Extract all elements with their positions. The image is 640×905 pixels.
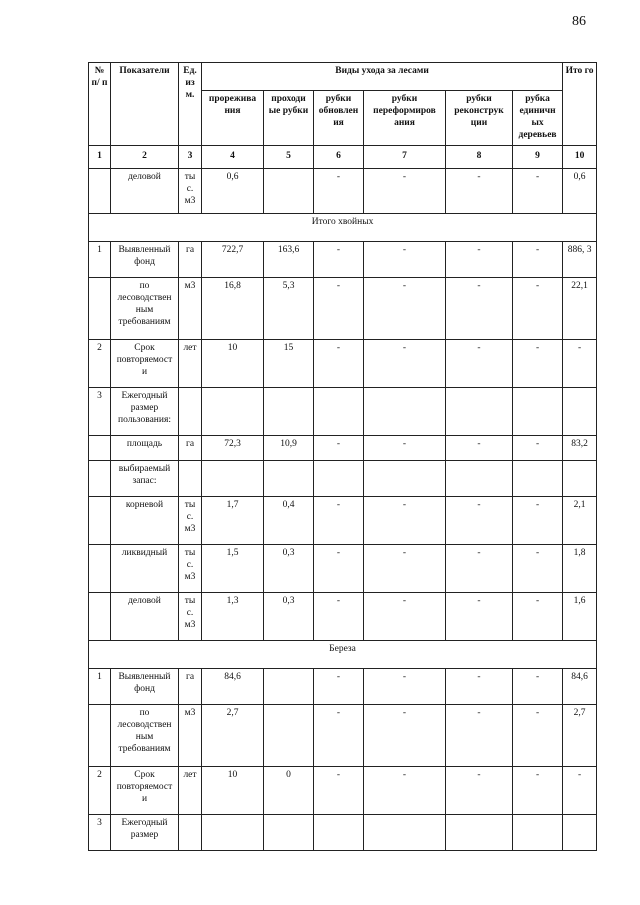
header-col-unit: Ед. из м. (179, 63, 202, 146)
table-cell: - (513, 766, 563, 814)
table-cell: 2 (89, 339, 111, 387)
table-cell: 1,3 (202, 592, 264, 640)
table-cell (513, 460, 563, 496)
table-row (89, 668, 597, 704)
table-cell: - (513, 168, 563, 213)
table-cell: - (364, 496, 446, 544)
table-cell: деловой (111, 168, 179, 213)
table-cell: м3 (179, 277, 202, 339)
table-cell (202, 387, 264, 435)
table-cell: площадь (111, 435, 179, 460)
table-cell: 1,8 (563, 544, 597, 592)
table-cell: 1,6 (563, 592, 597, 640)
table-cell: - (446, 766, 513, 814)
table-cell: Выявленный фонд (111, 668, 179, 704)
section-row (89, 640, 597, 668)
table-cell: по лесоводствен ным требованиям (111, 704, 179, 766)
header-type-cell: рубки реконструк ции (446, 91, 513, 146)
table-cell: - (513, 704, 563, 766)
table-cell: Срок повторяемост и (111, 766, 179, 814)
table-row (89, 544, 597, 592)
table-row (89, 766, 597, 814)
header-group-title: Виды ухода за лесами (202, 63, 563, 91)
column-number-cell: 3 (179, 146, 202, 169)
table-cell (264, 668, 314, 704)
table-row (89, 704, 597, 766)
table-cell: 3 (89, 387, 111, 435)
forest-care-table (88, 62, 597, 851)
table-cell: - (364, 241, 446, 277)
table-cell: Срок повторяемост и (111, 339, 179, 387)
table-cell (563, 814, 597, 850)
header-col-indicator: Показатели (111, 63, 179, 146)
table-cell: - (314, 435, 364, 460)
header-row-1 (89, 63, 597, 91)
table-cell: 83,2 (563, 435, 597, 460)
table-cell: - (364, 704, 446, 766)
table-cell: - (446, 339, 513, 387)
table-cell: - (314, 704, 364, 766)
table-cell: Ежегодный размер (111, 814, 179, 850)
table-cell: - (513, 277, 563, 339)
table-cell: 1 (89, 668, 111, 704)
table-row (89, 241, 597, 277)
table-cell: - (446, 435, 513, 460)
table-cell: выбираемый запас: (111, 460, 179, 496)
column-number-cell: 6 (314, 146, 364, 169)
table-cell: - (513, 496, 563, 544)
header-col-num: № п/ п (89, 63, 111, 146)
table-cell (446, 387, 513, 435)
table-cell (364, 387, 446, 435)
table-cell (89, 168, 111, 213)
table-cell (89, 277, 111, 339)
column-number-cell: 2 (111, 146, 179, 169)
table-row (89, 168, 597, 213)
table-cell: 84,6 (202, 668, 264, 704)
table-cell: 15 (264, 339, 314, 387)
column-number-cell: 4 (202, 146, 264, 169)
table-cell: - (364, 435, 446, 460)
table-cell (314, 460, 364, 496)
table-cell: га (179, 435, 202, 460)
table-cell: ты с. м3 (179, 544, 202, 592)
table-cell: 10 (202, 339, 264, 387)
table-cell: - (446, 704, 513, 766)
column-number-cell: 8 (446, 146, 513, 169)
table-row (89, 496, 597, 544)
table-row (89, 435, 597, 460)
table-cell: 0,6 (563, 168, 597, 213)
table-cell: - (314, 168, 364, 213)
table-cell: 16,8 (202, 277, 264, 339)
table-cell (513, 387, 563, 435)
section-heading: Итого хвойных (89, 213, 597, 241)
table-cell: - (446, 592, 513, 640)
table-cell (89, 496, 111, 544)
table-cell (202, 814, 264, 850)
table-cell (179, 814, 202, 850)
column-number-row (89, 146, 597, 169)
table-cell: 0,4 (264, 496, 314, 544)
table-cell: - (314, 592, 364, 640)
table-cell: - (446, 277, 513, 339)
table-cell: 2,1 (563, 496, 597, 544)
table-cell: ты с. м3 (179, 168, 202, 213)
table-cell (89, 435, 111, 460)
table-row (89, 592, 597, 640)
table-cell (264, 460, 314, 496)
table-cell: корневой (111, 496, 179, 544)
table-cell: - (314, 668, 364, 704)
table-cell: 22,1 (563, 277, 597, 339)
table-cell: 5,3 (264, 277, 314, 339)
table-cell: - (314, 766, 364, 814)
table-cell: Выявленный фонд (111, 241, 179, 277)
table-row (89, 460, 597, 496)
table-cell: - (446, 544, 513, 592)
header-type-cell: рубки переформиров ания (364, 91, 446, 146)
header-type-cell: рубка единичн ых деревьев (513, 91, 563, 146)
page-number: 86 (572, 14, 586, 29)
table-row (89, 277, 597, 339)
table-cell: - (364, 766, 446, 814)
table-cell (364, 460, 446, 496)
table-cell: 10 (202, 766, 264, 814)
table-cell: 10,9 (264, 435, 314, 460)
table-cell: - (364, 277, 446, 339)
table-cell (563, 387, 597, 435)
table-cell: 2 (89, 766, 111, 814)
column-number-cell: 1 (89, 146, 111, 169)
table-cell: - (314, 241, 364, 277)
table-cell: деловой (111, 592, 179, 640)
table-cell: ты с. м3 (179, 592, 202, 640)
table-cell (314, 814, 364, 850)
table-cell (563, 460, 597, 496)
table-cell: 886, 3 (563, 241, 597, 277)
table-cell: 2,7 (563, 704, 597, 766)
table-cell: ты с. м3 (179, 496, 202, 544)
table-cell: - (364, 668, 446, 704)
table-cell: - (563, 339, 597, 387)
table-cell: га (179, 241, 202, 277)
table-cell (179, 387, 202, 435)
table-cell: по лесоводствен ным требованиям (111, 277, 179, 339)
table-cell: Ежегодный размер пользования: (111, 387, 179, 435)
header-col-total: Ито го (563, 63, 597, 146)
table-cell (89, 592, 111, 640)
header-type-cell: рубки обновлен ия (314, 91, 364, 146)
table-cell: - (513, 241, 563, 277)
table-cell: 3 (89, 814, 111, 850)
section-row (89, 213, 597, 241)
table-cell: 0 (264, 766, 314, 814)
column-number-cell: 9 (513, 146, 563, 169)
table-cell: - (446, 668, 513, 704)
table-cell: - (314, 339, 364, 387)
table-cell: 163,6 (264, 241, 314, 277)
table-cell (513, 814, 563, 850)
table-cell: 0,3 (264, 544, 314, 592)
table-row (89, 339, 597, 387)
header-type-cell: проходи ые рубки (264, 91, 314, 146)
table-cell: - (513, 435, 563, 460)
section-heading: Береза (89, 640, 597, 668)
table-cell: ликвидный (111, 544, 179, 592)
table-cell: - (513, 592, 563, 640)
table-cell: - (513, 544, 563, 592)
table-cell: - (563, 766, 597, 814)
table-cell: м3 (179, 704, 202, 766)
table-cell: 1,7 (202, 496, 264, 544)
table-cell: - (446, 168, 513, 213)
table-cell: 2,7 (202, 704, 264, 766)
table-cell (264, 168, 314, 213)
table-cell (202, 460, 264, 496)
table-cell: лет (179, 766, 202, 814)
table-cell (89, 704, 111, 766)
table-row (89, 387, 597, 435)
column-number-cell: 7 (364, 146, 446, 169)
table-cell: - (446, 241, 513, 277)
table-cell: - (314, 277, 364, 339)
table-cell: 0,6 (202, 168, 264, 213)
table-cell (264, 814, 314, 850)
table-cell (264, 704, 314, 766)
table-cell: - (364, 544, 446, 592)
table-cell: 1,5 (202, 544, 264, 592)
table-cell: га (179, 668, 202, 704)
table-cell (446, 814, 513, 850)
table-cell: - (314, 496, 364, 544)
table-cell (314, 387, 364, 435)
column-number-cell: 10 (563, 146, 597, 169)
table-cell (89, 460, 111, 496)
table-cell: 72,3 (202, 435, 264, 460)
table-cell (89, 544, 111, 592)
table-cell: - (446, 496, 513, 544)
table-cell: - (364, 592, 446, 640)
table-cell: 0,3 (264, 592, 314, 640)
table-cell: 722,7 (202, 241, 264, 277)
table-cell: лет (179, 339, 202, 387)
table-cell (264, 387, 314, 435)
table-cell (179, 460, 202, 496)
header-type-cell: прорежива ния (202, 91, 264, 146)
table-cell: - (364, 168, 446, 213)
table-cell: 1 (89, 241, 111, 277)
table-row (89, 814, 597, 850)
table-cell: 84,6 (563, 668, 597, 704)
table-cell: - (314, 544, 364, 592)
table-cell: - (513, 339, 563, 387)
table-cell (364, 814, 446, 850)
table-cell: - (513, 668, 563, 704)
table-cell: - (364, 339, 446, 387)
column-number-cell: 5 (264, 146, 314, 169)
table-cell (446, 460, 513, 496)
